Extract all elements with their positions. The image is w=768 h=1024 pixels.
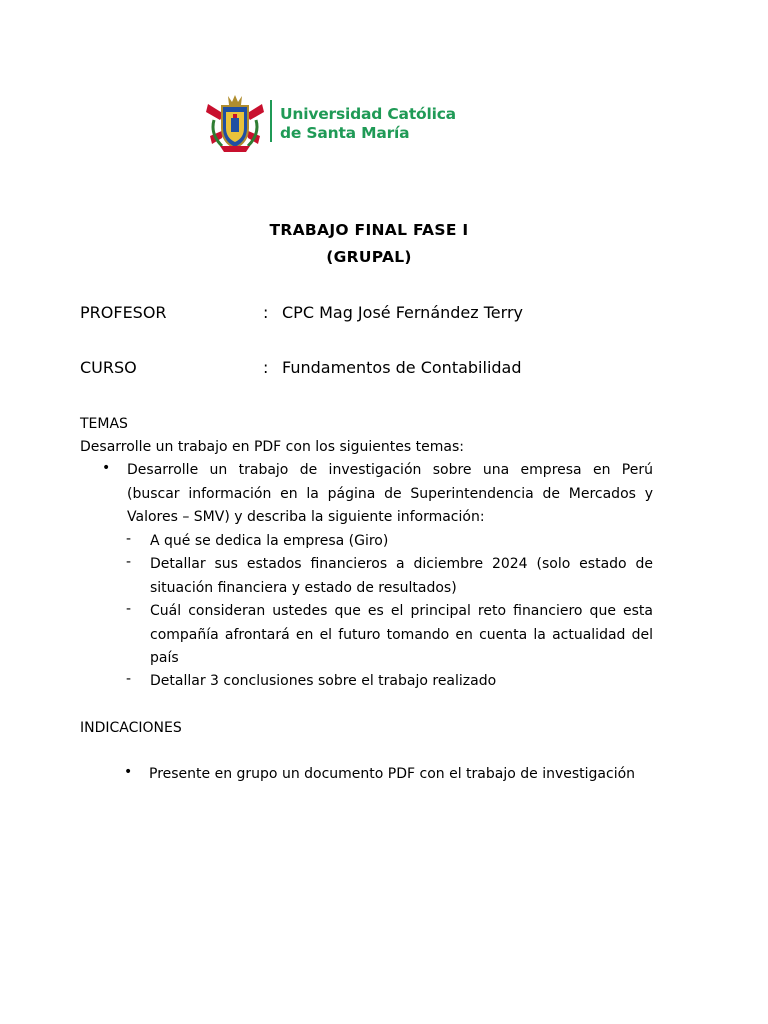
university-name-line1: Universidad Católica [280, 105, 456, 123]
temas-bullet-line: Valores – SMV) y describa la siguiente información: [127, 509, 485, 525]
dash-icon: - [126, 601, 132, 617]
curso-value: Fundamentos de Contabilidad [282, 358, 522, 377]
university-logo [202, 90, 462, 156]
university-name-line2: de Santa María [280, 124, 410, 142]
temas-intro: Desarrolle un trabajo en PDF con los siguientes temas: [80, 439, 464, 455]
temas-subitem-line: situación financiera y estado de resultados) [150, 579, 457, 596]
profesor-label: PROFESOR [80, 303, 167, 322]
temas-subitem-line: A qué se dedica la empresa (Giro) [150, 533, 389, 549]
logo-divider [270, 100, 272, 142]
bullet-icon: • [124, 764, 133, 780]
temas-bullet-line: Desarrolle un trabajo de investigación sobre una empresa en Perú [127, 462, 653, 478]
temas-subitem-line: país [150, 650, 179, 666]
temas-heading: TEMAS [80, 416, 128, 432]
temas-bullet-text [127, 459, 653, 530]
temas-subitem [150, 600, 653, 671]
temas-subitem-line: Detallar sus estados financieros a diciembre 2024 (solo estado de [150, 556, 653, 572]
bullet-icon: • [102, 460, 111, 476]
dash-icon: - [126, 554, 132, 570]
temas-subitem [150, 553, 653, 600]
profesor-value: CPC Mag José Fernández Terry [282, 303, 523, 322]
temas-subitem-line: Detallar 3 conclusiones sobre el trabajo realizado [150, 673, 497, 689]
document-subtitle: (GRUPAL) [326, 248, 412, 266]
dash-icon: - [126, 531, 132, 547]
temas-subitem [150, 670, 653, 694]
temas-subitem-line: compañía afrontará en el futuro tomando en cuenta la actualidad del [150, 626, 653, 643]
profesor-colon: : [263, 303, 269, 322]
temas-subitem-line: Cuál consideran ustedes que es el principal reto financiero que esta [150, 603, 653, 619]
university-crest-icon [202, 90, 268, 156]
dash-icon: - [126, 671, 132, 687]
curso-label: CURSO [80, 358, 137, 377]
document-title: TRABAJO FINAL FASE I [269, 221, 469, 239]
temas-bullet-line: (buscar información en la página de Superintendencia de Mercados y [127, 485, 653, 502]
temas-subitem [150, 530, 653, 554]
indicaciones-item: Presente en grupo un documento PDF con el trabajo de investigación [149, 766, 636, 782]
curso-colon: : [263, 358, 269, 377]
indicaciones-heading: INDICACIONES [80, 720, 182, 736]
